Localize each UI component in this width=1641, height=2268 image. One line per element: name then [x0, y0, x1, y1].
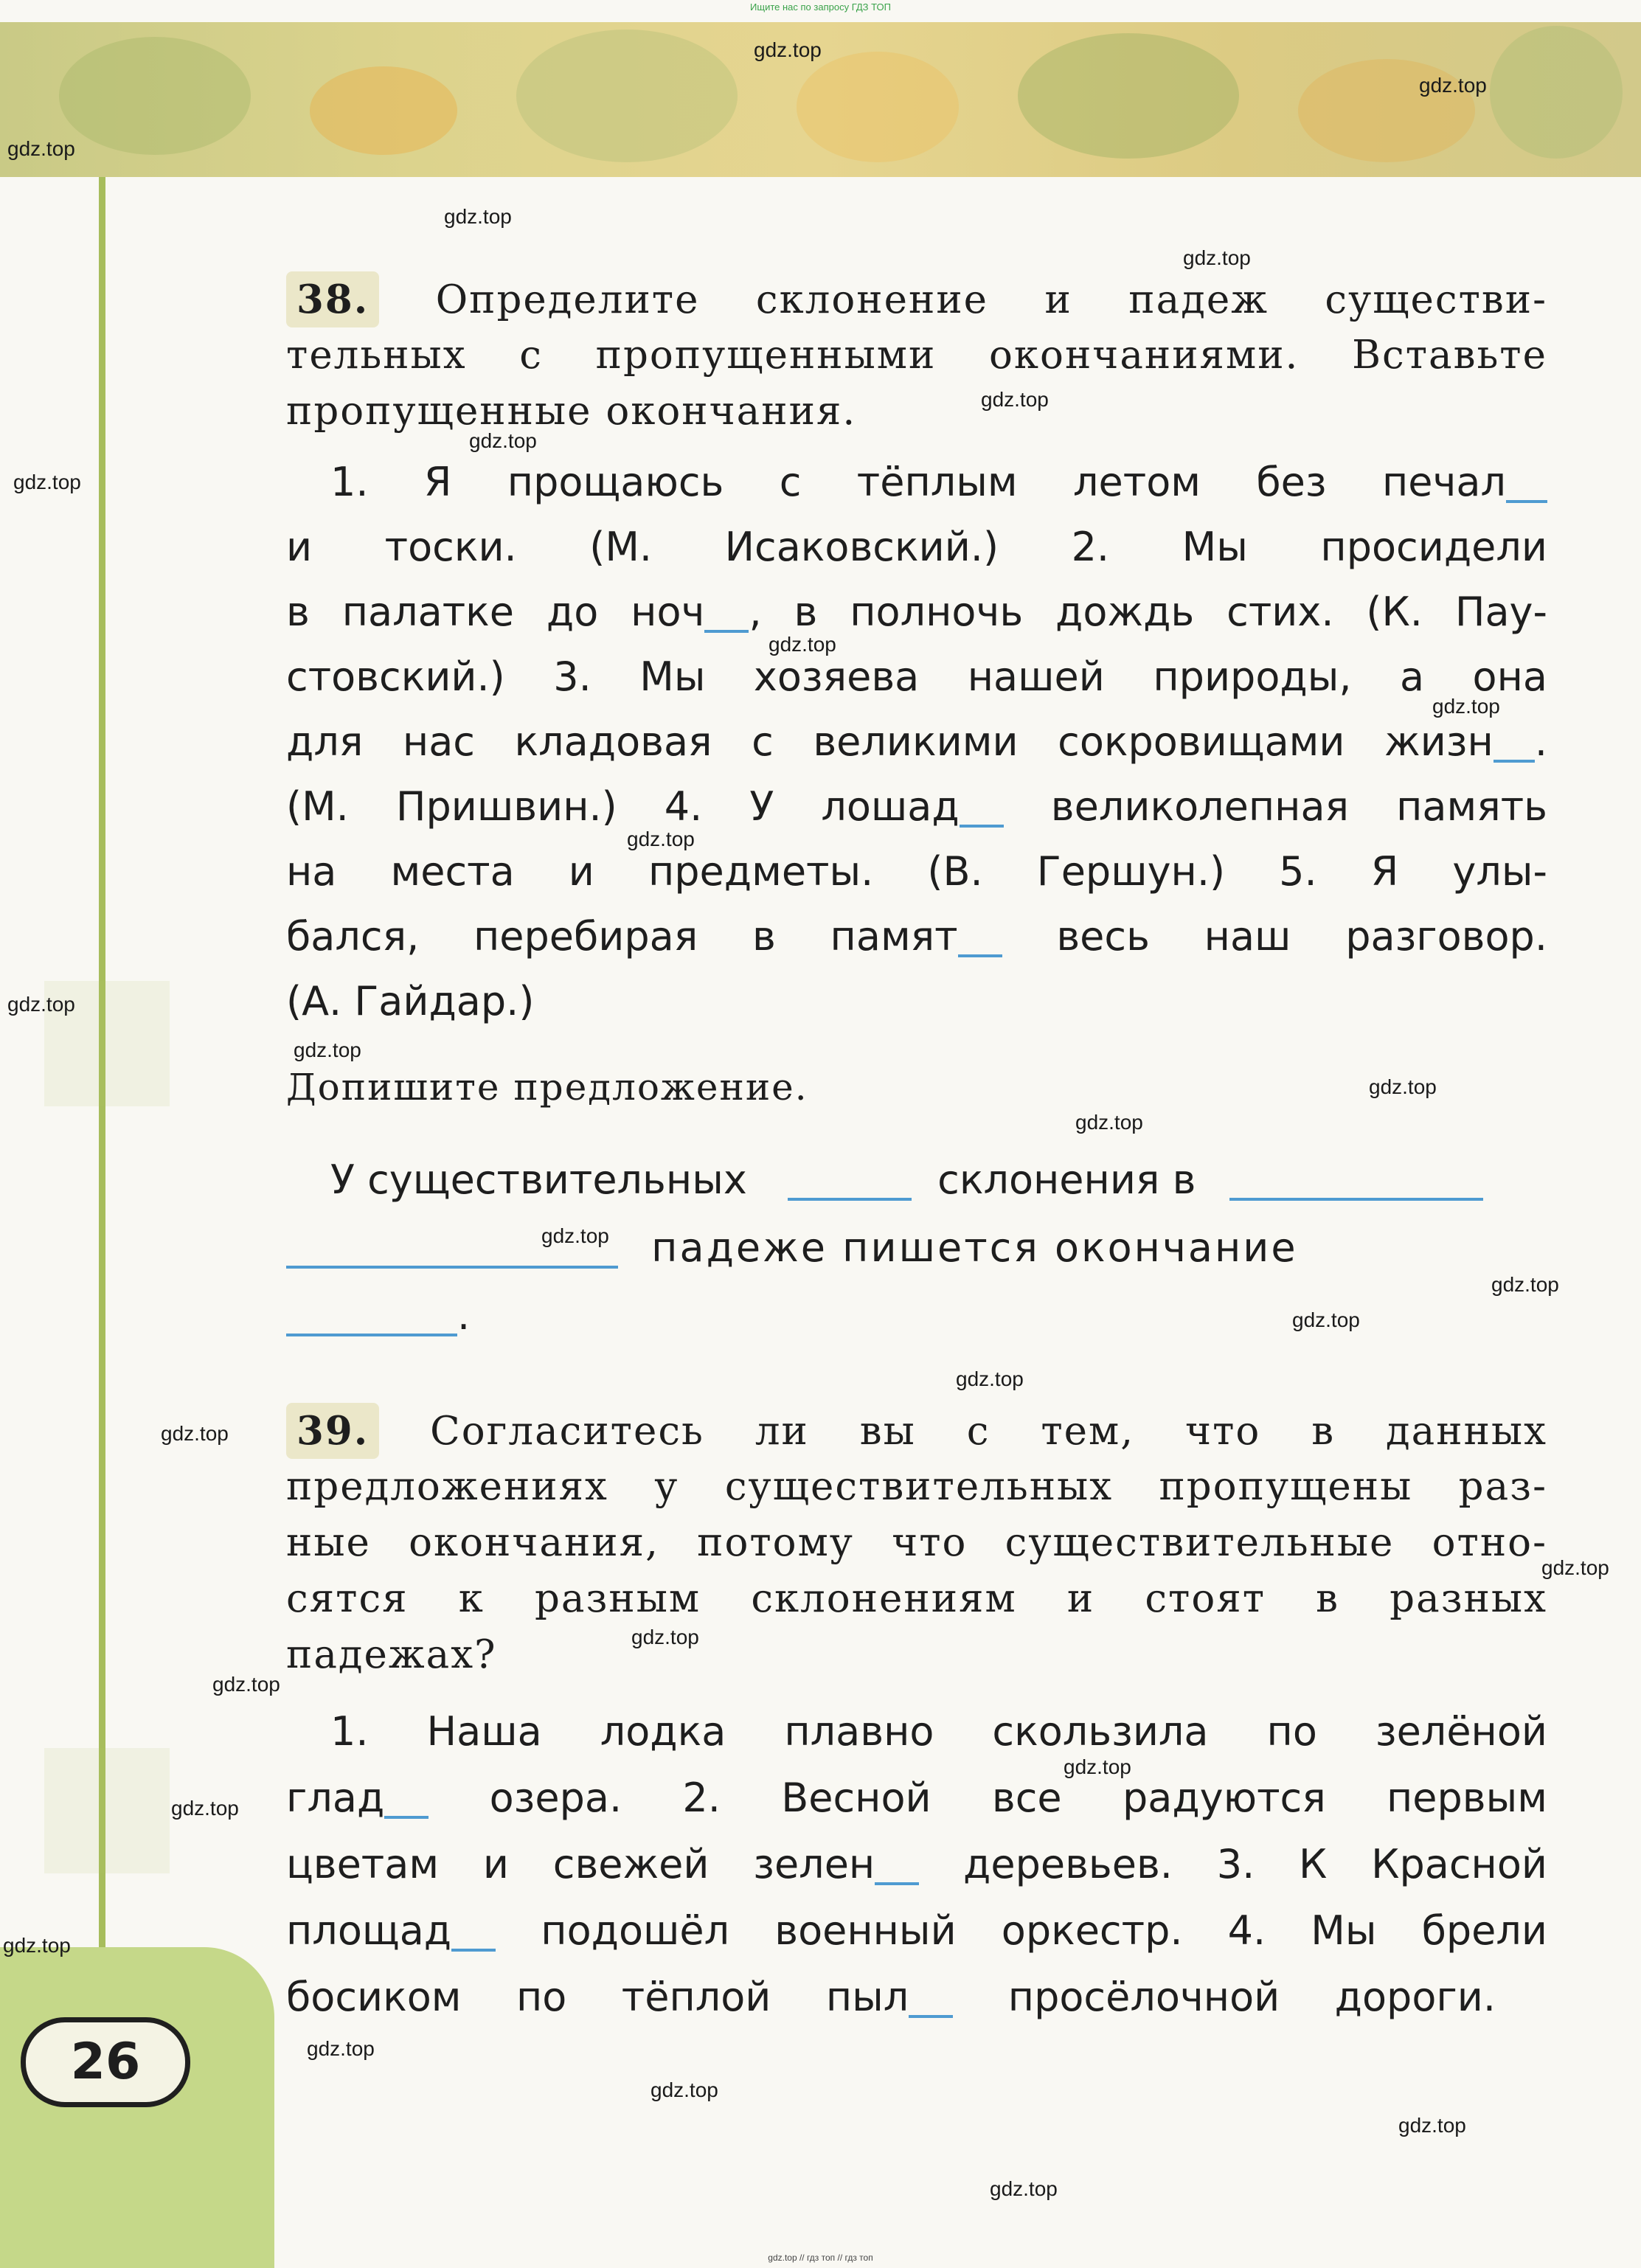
watermark: gdz.top — [769, 633, 836, 656]
ex38-text-line — [286, 580, 1547, 645]
watermark: gdz.top — [469, 429, 537, 452]
watermark: gdz.top — [754, 38, 822, 61]
watermark: gdz.top — [1064, 1755, 1131, 1778]
watermark: gdz.top — [1075, 1111, 1143, 1134]
exercise-number: 39. — [286, 1403, 379, 1459]
answer-blank[interactable] — [1493, 760, 1535, 763]
answer-blank[interactable] — [788, 1198, 912, 1201]
text-fragment: , в полночь дождь стих. (К. Пау- — [749, 589, 1547, 635]
ex39-text-line: 1. Наша лодка плавно скользила по зелёной — [330, 1708, 1547, 1755]
text-fragment: глад — [286, 1775, 385, 1821]
answer-blank[interactable] — [958, 954, 1002, 957]
ex39-task-line — [286, 1403, 1547, 1460]
watermark: gdz.top — [981, 388, 1049, 411]
ex38-task-line: тельных с пропущенными окончаниями. Вставьте — [286, 333, 1547, 378]
answer-blank[interactable] — [875, 1882, 919, 1885]
ex38-task-line — [286, 271, 1547, 328]
answer-blank[interactable] — [1506, 500, 1547, 503]
page-corner-tab — [0, 1947, 274, 2268]
watermark: gdz.top — [161, 1422, 229, 1445]
bleed-through-mark — [44, 1748, 170, 1873]
text-fragment: озера. 2. Весной все радуются первым — [429, 1775, 1547, 1821]
answer-blank[interactable] — [286, 1266, 618, 1269]
watermark: gdz.top — [1419, 74, 1487, 97]
task-text: Определите склонение и падеж существи- — [435, 277, 1547, 322]
supplement-line — [286, 1216, 1547, 1280]
text-fragment: в палатке до ноч — [286, 589, 705, 635]
answer-blank[interactable] — [451, 1949, 496, 1952]
watermark: gdz.top — [13, 471, 81, 493]
text-fragment: деревьев. 3. К Красной — [919, 1841, 1548, 1887]
answer-blank[interactable] — [909, 2015, 953, 2018]
text-fragment: 1. Я прощаюсь с тёплым летом без печал — [330, 459, 1506, 505]
text-fragment: великолепная память — [1003, 783, 1547, 830]
watermark: gdz.top — [1432, 695, 1500, 718]
ex39-task-line: предложениях у существительных пропущены раз- — [286, 1464, 1547, 1509]
ex39-task-line: сятся к разным склонениям и стоят в разных — [286, 1576, 1547, 1621]
watermark: gdz.top — [3, 1934, 71, 1957]
watermark: gdz.top — [307, 2037, 375, 2060]
answer-blank[interactable] — [960, 825, 1004, 828]
ex38-text-line — [286, 450, 1547, 515]
watermark: gdz.top — [294, 1038, 361, 1061]
ex39-task-line: падежах? — [286, 1632, 497, 1677]
supplement-task: Допишите предложение. — [286, 1066, 808, 1109]
page-number: 26 — [21, 2017, 190, 2107]
ex38-text-line: и тоски. (М. Исаковский.) 2. Мы просидели — [286, 524, 1547, 570]
bottom-note: gdz.top // гдз топ // гдз топ — [768, 2253, 873, 2263]
watermark: gdz.top — [1491, 1273, 1559, 1296]
text-fragment: весь наш разговор. — [1002, 913, 1547, 960]
answer-blank[interactable] — [1229, 1198, 1483, 1201]
text-fragment: склонения в — [937, 1156, 1196, 1203]
task-text: Согласитесь ли вы с тем, что в данных — [430, 1409, 1547, 1454]
text-fragment: бался, перебирая в памят — [286, 913, 958, 960]
text-fragment: У существительных — [330, 1156, 747, 1203]
answer-blank[interactable] — [286, 1334, 457, 1336]
ex39-text-line — [286, 1832, 1547, 1897]
text-fragment: просёлочной дороги. — [953, 1974, 1496, 2020]
watermark: gdz.top — [1369, 1075, 1437, 1098]
text-fragment: подошёл военный оркестр. 4. Мы брели — [496, 1907, 1547, 1954]
text-fragment: босиком по тёплой пыл — [286, 1974, 909, 2020]
ex39-text-line — [286, 1766, 1547, 1831]
watermark: gdz.top — [956, 1367, 1024, 1390]
watermark: gdz.top — [171, 1797, 239, 1820]
ex38-task-line: пропущенные окончания. — [286, 389, 857, 434]
watermark: gdz.top — [631, 1626, 699, 1648]
watermark: gdz.top — [627, 828, 695, 850]
top-search-note: Ищите нас по запросу ГДЗ ТОП — [750, 1, 891, 13]
ex39-text-line — [286, 1898, 1547, 1963]
text-fragment: . — [1534, 718, 1547, 765]
watermark: gdz.top — [444, 205, 512, 228]
text-fragment: для нас кладовая с великими сокровищами жизн — [286, 718, 1493, 765]
exercise-number: 38. — [286, 271, 379, 327]
watermark: gdz.top — [212, 1673, 280, 1696]
watermark: gdz.top — [541, 1224, 609, 1247]
watermark: gdz.top — [1183, 246, 1251, 269]
watermark: gdz.top — [650, 2078, 718, 2101]
text-fragment: (М. Пришвин.) 4. У лошад — [286, 783, 960, 830]
answer-blank[interactable] — [384, 1816, 429, 1819]
ex38-text-line: стовский.) 3. Мы хозяева нашей природы, а она — [286, 653, 1547, 700]
watermark: gdz.top — [1292, 1308, 1360, 1331]
watermark: gdz.top — [7, 137, 75, 160]
ex39-text-line — [286, 1965, 1547, 2030]
ex38-text-line — [286, 710, 1547, 774]
watermark: gdz.top — [1398, 2114, 1466, 2137]
watermark: gdz.top — [990, 2177, 1058, 2200]
ex38-text-line: на места и предметы. (В. Гершун.) 5. Я улы- — [286, 848, 1547, 895]
ex38-text-line: (А. Гайдар.) — [286, 978, 535, 1024]
text-fragment: цветам и свежей зелен — [286, 1841, 875, 1887]
watermark: gdz.top — [7, 993, 75, 1016]
watermark: gdz.top — [1541, 1556, 1609, 1579]
text-fragment: площад — [286, 1907, 452, 1954]
ex38-text-line — [286, 774, 1547, 839]
ex39-task-line: ные окончания, потому что существительные отно- — [286, 1520, 1547, 1565]
text-fragment: . — [457, 1292, 471, 1339]
ex38-text-line — [286, 904, 1547, 969]
answer-blank[interactable] — [704, 630, 749, 633]
supplement-line — [286, 1148, 1547, 1213]
text-fragment: падеже пишется окончание — [651, 1224, 1298, 1271]
